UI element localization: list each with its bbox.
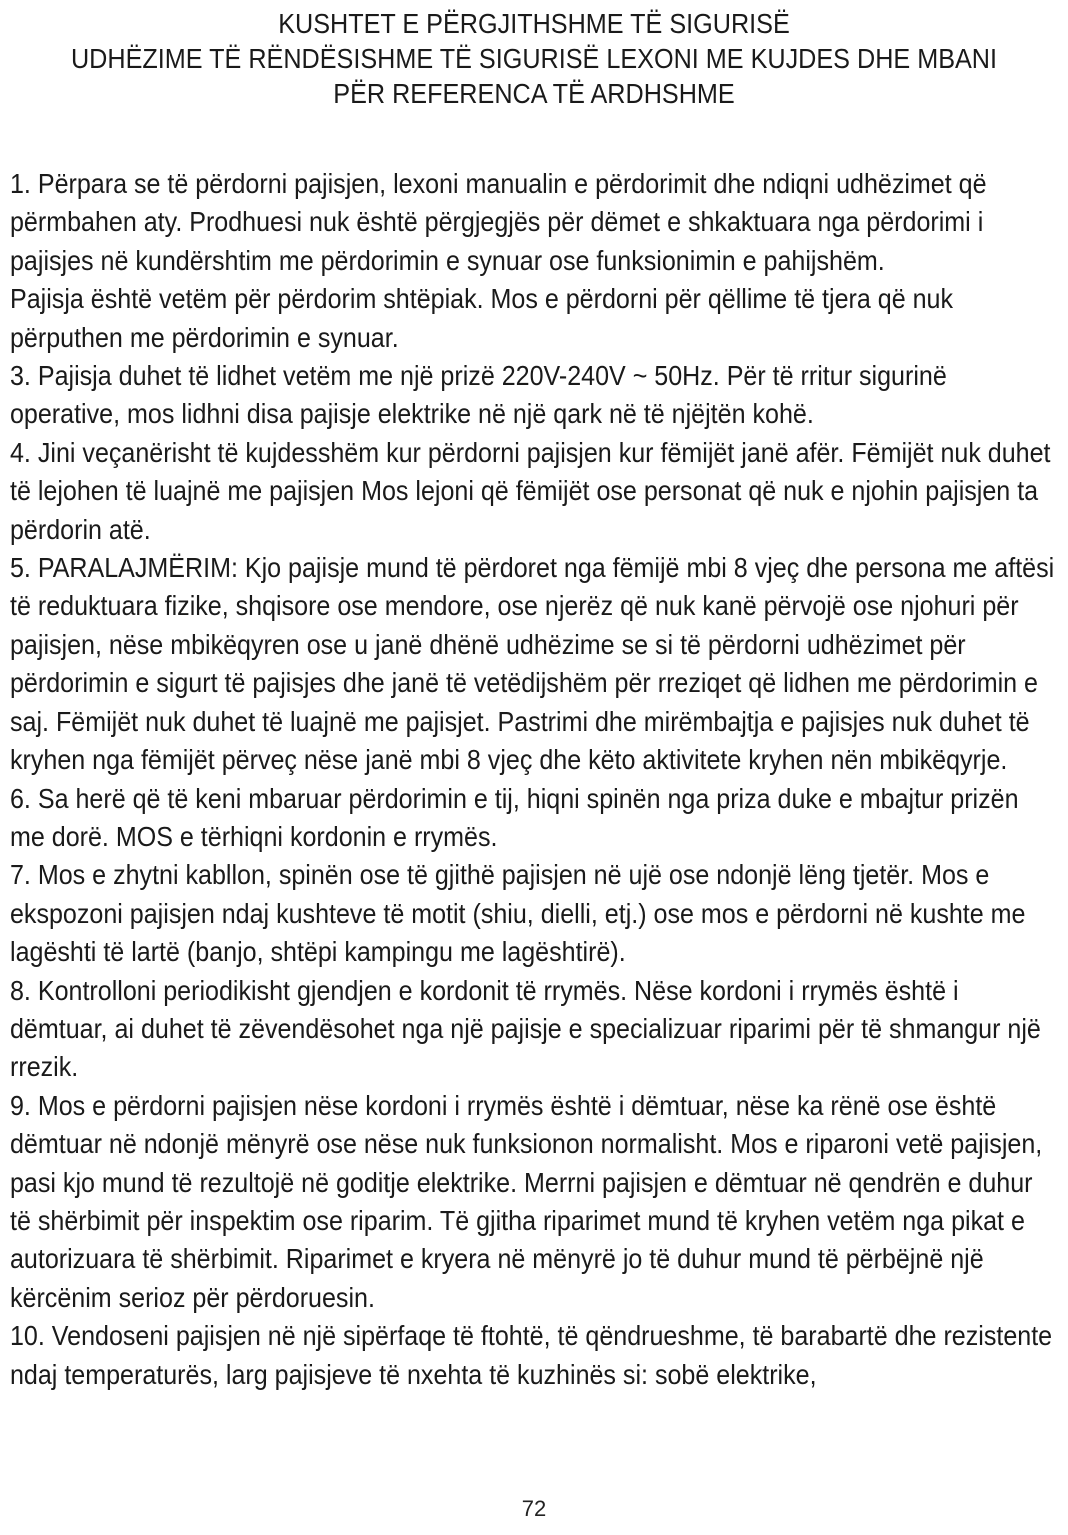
page-title xyxy=(53,6,1014,111)
title-line-2: UDHËZIME TË RËNDËSISHME TË SIGURISË LEXONI ME KUJDES DHE MBANI xyxy=(70,43,998,74)
instruction-3: 3. Pajisja duhet të lidhet vetëm me një prizë 220V-240V ~ 50Hz. Për të rritur sigurinë operative, mos lidhni disa pajisje elektrike në një qark në të njëjtën kohë. xyxy=(10,360,947,430)
page-number: 72 xyxy=(521,1496,547,1521)
instruction-9: 9. Mos e përdorni pajisjen nëse kordoni i rrymës është i dëmtuar, nëse ka rënë ose është dëmtuar në ndonjë mënyrë ose nëse nuk funksionon normalisht. Mos e riparoni vetë pajisjen, pasi kjo mund të rezultojë në goditje elektrike. Merrni pajisjen e dëmtuar në qendrën e duhur të shërbimit për inspektim ose riparim. Të gjitha riparimet mund të kryhen vetëm nga pikat e autorizuara të shërbimit. Riparimet e kryera në mënyrë jo të duhur mund të përbëjnë një kërcënim serioz për përdoruesin. xyxy=(10,1089,1043,1313)
instruction-5: 5. PARALAJMËRIM: Kjo pajisje mund të përdoret nga fëmijë mbi 8 vjeç dhe persona me aftësi të reduktuara fizike, shqisore ose mendore, ose njerëz që nuk kanë përvojë ose njohuri për pajisjen, nëse mbikëqyren ose u janë dhënë udhëzime se si të përdorni udhëzimet për përdorimin e sigurt të pajisjes dhe janë të vetëdijshëm për rreziqet që lidhen me përdorimin e saj. Fëmijët nuk duhet të luajnë me pajisjet. Pastrimi dhe mirëmbajtja e pajisjes nuk duhet të kryhen nga fëmijët përveç nëse janë mbi 8 vjeç dhe këto aktivitete kryhen nën mbikëqyrje. xyxy=(10,552,1055,776)
instruction-10: 10. Vendoseni pajisjen në një sipërfaqe të ftohtë, të qëndrueshme, të barabartë dhe rezistente ndaj temperaturës, larg pajisjeve të nxehta të kuzhinës si: sobë elektrike, xyxy=(10,1320,1053,1390)
instruction-4: 4. Jini veçanërisht të kujdesshëm kur përdorni pajisjen kur fëmijët janë afër. Fëmijët nuk duhet të lejohen të luajnë me pajisjen Mos lejoni që fëmijët ose personat që nuk e njohin pajisjen ta përdorin atë. xyxy=(10,436,1051,545)
title-line-3: PËR REFERENCA TË ARDHSHME xyxy=(333,78,735,109)
instruction-2: Pajisja është vetëm për përdorim shtëpiak. Mos e përdorni për qëllime të tjera që nuk përputhen me përdorimin e synuar. xyxy=(10,283,954,353)
safety-instructions xyxy=(10,165,1057,1394)
instruction-7: 7. Mos e zhytni kabllon, spinën ose të gjithë pajisjen në ujë ose ndonjë lëng tjetër. Mos e ekspozoni pajisjen ndaj kushteve të motit (shiu, dielli, etj.) ose mos e përdorni në kushte me lagështi të lartë (banjo, shtëpi kampingu me lagështirë). xyxy=(10,859,1026,968)
instruction-8: 8. Kontrolloni periodikisht gjendjen e kordonit të rrymës. Nëse kordoni i rrymës është i dëmtuar, ai duhet të zëvendësohet nga një pajisje e specializuar riparimi për të shmangur një rrezik. xyxy=(10,974,1041,1083)
instruction-1: 1. Përpara se të përdorni pajisjen, lexoni manualin e përdorimit dhe ndiqni udhëzimet që përmbahen aty. Prodhuesi nuk është përgjegjës për dëmet e shkaktuara nga përdorimi i pajisjes në kundërshtim me përdorimin e synuar ose funksionimin e pahijshëm. xyxy=(10,168,987,276)
instruction-6: 6. Sa herë që të keni mbaruar përdorimin e tij, hiqni spinën nga priza duke e mbajtur prizën me dorë. MOS e tërhiqni kordonin e rrymës. xyxy=(10,782,1019,852)
title-line-1: KUSHTET E PËRGJITHSHME TË SIGURISË xyxy=(278,8,790,39)
